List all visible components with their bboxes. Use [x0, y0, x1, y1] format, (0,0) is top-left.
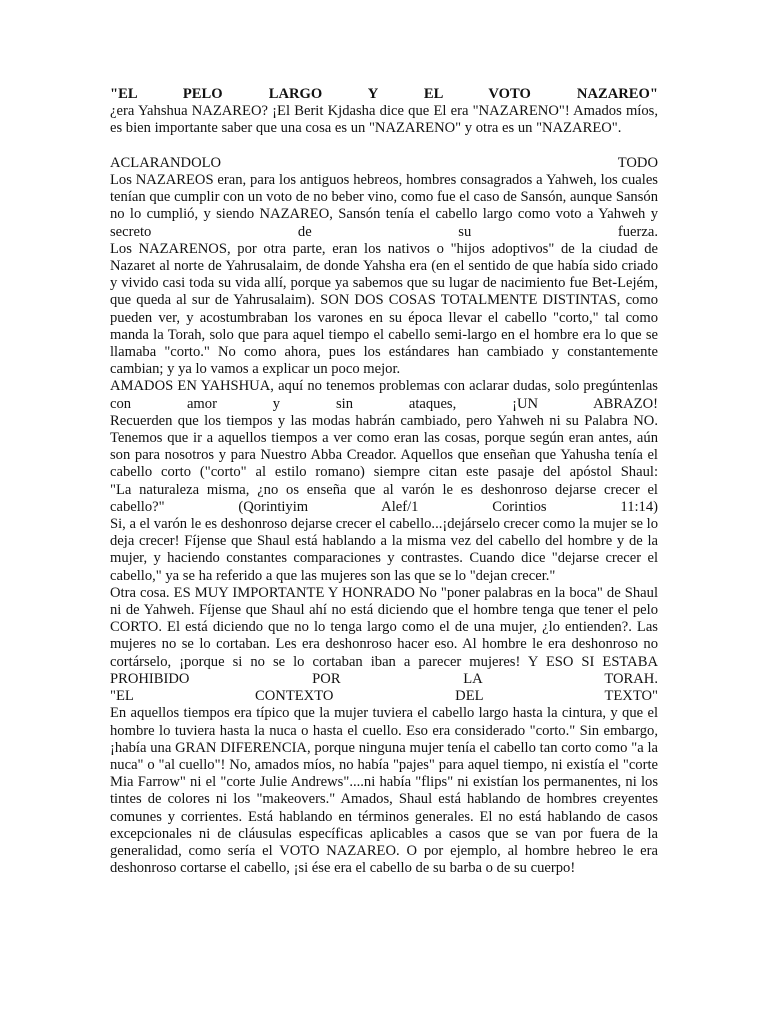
section-heading-aclarandolo: ACLARANDOLO TODO — [110, 154, 658, 171]
section-heading-contexto: "EL CONTEXTO DEL TEXTO" — [110, 688, 658, 705]
scripture-quote: "La naturaleza misma, ¿no os enseña que al varón le es deshonroso dejarse crecer el cabello?" (Qorintiyim Alef/1 Corintios 11:14) — [110, 481, 658, 515]
recuerden-paragraph: Recuerden que los tiempos y las modas habrán cambiado, pero Yahweh ni su Palabra NO. Tenemos que ir a aquellos tiempos a ver como eran las cosas, porque según eran antes, aún son para nosotros y para Nuestro Abba Creador. Aquellos que enseñan que Yahusha tenía el cabello corto ("corto" al estilo romano) siempre citan este pasaje del apóstol Shaul: — [110, 412, 658, 481]
amados-paragraph: AMADOS EN YAHSHUA, aquí no tenemos problemas con aclarar dudas, solo pregúntenlas con amor y sin ataques, ¡UN ABRAZO! — [110, 378, 658, 412]
contexto-paragraph: En aquellos tiempos era típico que la mujer tuviera el cabello largo hasta la cintura, y que el hombre lo tuviera hasta la nuca o hasta el cuello. Eso era considerado "corto." Sin embargo, ¡había una GRAN DIFERENCIA, porque ninguna mujer tenía el cabello tan corto como "a la nuca" o "al cuello"! No, amados míos, no había "pajes" para aquel tiempo, ni existía el "corte Mia Farrow" ni el "corte Julie Andrews"....ni había "flips" ni existían los permanentes, ni los tintes de colores ni los "makeovers." Amados, Shaul está hablando de hombres creyentes comunes y corrientes. Está hablando en términos generales. El no está hablando de casos excepcionales ni de cláusulas específicas aplicables a casos que se van por fuera de la generalidad, como sería el VOTO NAZAREO. O por ejemplo, al hombre hebreo le era deshonroso cortarse el cabello, ¡si ése era el cabello de su barba o de su cuerpo! — [110, 705, 658, 877]
document-title: "EL PELO LARGO Y EL VOTO NAZAREO" — [110, 86, 658, 102]
intro-paragraph: ¿era Yahshua NAZAREO? ¡El Berit Kjdasha dice que El era "NAZARENO"! Amados míos, es bien importante saber que una cosa es un "NAZARENO" y otra es un "NAZAREO". — [110, 103, 658, 137]
nazarenos-paragraph: Los NAZARENOS, por otra parte, eran los nativos o "hijos adoptivos" de la ciudad de Nazaret al norte de Yahrusalaim, de donde Yahsha era (en el sentido de que había sido criado y vivido casi toda su vida allí, porque ya sabemos que su lugar de nacimiento fue Bet-Lejém, que queda al sur de Yahrusalaim). SON DOS COSAS TOTALMENTE DISTINTAS, como pueden ver, y acostumbraban los varones en su época llevar el cabello "corto," tal como manda la Torah, solo que para aquel tiempo el cabello semi-largo en el hombre era lo que se llamaba "corto." No como ahora, pues los estándares han cambiado y constantemente cambian; y ya lo vamos a explicar un poco mejor. — [110, 240, 658, 378]
si-paragraph: Si, a el varón le es deshonroso dejarse crecer el cabello...¡dejárselo crecer como la mujer se lo deja crecer! Fíjense que Shaul está hablando a la misma vez del cabello del hombre y de la mujer, y haciendo constantes comparaciones y contrastes. Cuando dice "dejarse crecer el cabello," ya se ha referido a que las mujeres son las que se lo "dejan crecer." — [110, 516, 658, 584]
paragraph-spacer — [110, 138, 658, 155]
nazareos-paragraph: Los NAZAREOS eran, para los antiguos hebreos, hombres consagrados a Yahweh, los cuales tenían que cumplir con un voto de no beber vino, como fue el caso de Sansón, aunque Sansón no lo cumplió, y siendo NAZAREO, Sansón tenía el cabello largo como voto a Yahweh y secreto de su fuerza. — [110, 172, 658, 240]
document-page — [110, 86, 658, 877]
otra-cosa-paragraph: Otra cosa. ES MUY IMPORTANTE Y HONRADO No "poner palabras en la boca" de Shaul ni de Yahweh. Fíjense que Shaul ahí no está diciendo que el hombre tenga que tener el pelo CORTO. El está diciendo que no lo tenga largo como el de una mujer, ¿lo entienden?. Las mujeres no se lo cortaban. Les era deshonroso hacer eso. Al hombre le era deshonroso no cortárselo, ¡porque si no se lo cortaban iban a parecer mujeres! Y ESO SI ESTABA PROHIBIDO POR LA TORAH. — [110, 584, 658, 687]
